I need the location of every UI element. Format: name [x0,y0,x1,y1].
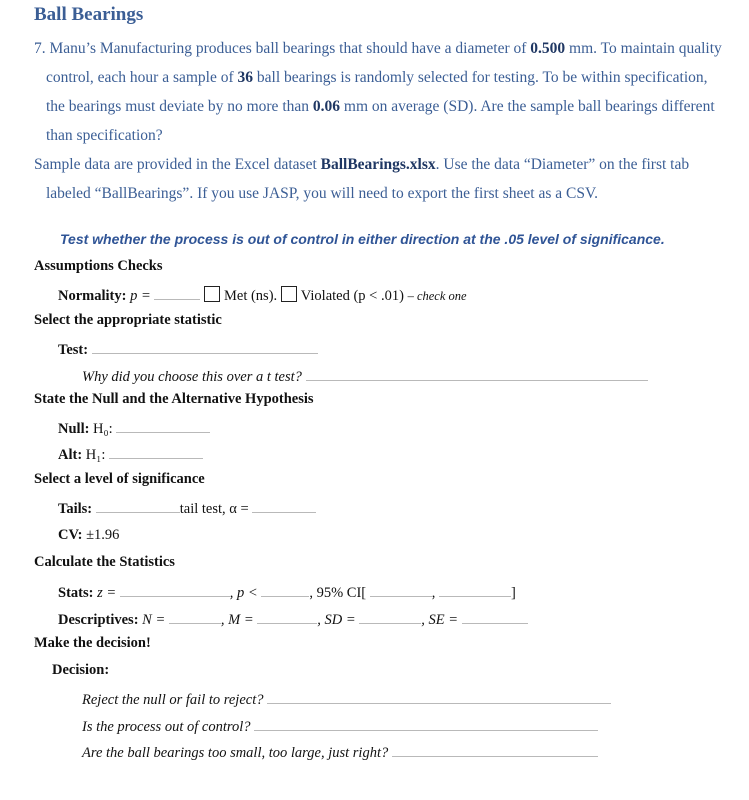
test-label: Test: [58,342,89,358]
sample-size-value: 36 [237,69,254,86]
why-field[interactable] [306,366,648,381]
reject-question: Reject the null or fail to reject? [82,692,264,708]
p-label: , p < [229,585,258,601]
alt-h1: H₁: [85,447,106,463]
tails-field[interactable] [96,498,180,513]
n-field[interactable] [169,609,221,624]
hypothesis-heading: State the Null and the Alternative Hypothesis [34,391,314,407]
ci-label: , 95% CI[ [309,585,367,601]
stats-label: Stats: [58,585,94,601]
tails-label: Tails: [58,501,93,517]
problem-statement [34,34,724,150]
why-label: Why did you choose this over a t test? [82,369,302,385]
alpha-field[interactable] [252,498,316,513]
page-title: Ball Bearings [34,4,144,25]
z-field[interactable] [120,582,230,597]
cv-value: ±1.96 [86,527,120,543]
size-field[interactable] [392,742,598,757]
normality-p-field[interactable] [154,285,200,300]
statistic-heading: Select the appropriate statistic [34,312,222,328]
descriptives-label: Descriptives: [58,612,139,628]
n-label: N = [142,612,166,628]
met-checkbox[interactable] [204,286,220,302]
met-label: Met (ns). [224,288,278,304]
sd-value: 0.06 [312,98,341,115]
sd-label: , SD = [317,612,356,628]
normality-row [58,285,467,305]
null-h0: H₀: [93,421,113,437]
violated-label: Violated (p < .01) [300,288,404,304]
alt-field[interactable] [109,444,203,459]
decision-heading: Make the decision! [34,635,151,651]
se-label: , SE = [421,612,459,628]
normality-label: Normality: [58,288,127,304]
problem-text-b: mm. To maintain quality control, each hour a sample of [46,40,722,86]
size-row [82,742,598,762]
alt-label: Alt: [58,447,83,463]
check-one-note: – check one [407,289,467,303]
assumptions-heading: Assumptions Checks [34,258,163,274]
problem-text-a: Manu’s Manufacturing produces ball bearings that should have a diameter of [49,40,527,57]
m-label: , M = [220,612,254,628]
tails-row [58,498,316,518]
ci-upper-field[interactable] [439,582,511,597]
control-field[interactable] [254,716,598,731]
stats-row [58,582,516,602]
control-row [82,716,598,736]
problem-text-c: ball bearings is randomly selected for testing. To be within specification, the bearings must deviate by no more than [46,69,708,115]
ci-comma: , [431,585,436,601]
ci-close: ] [510,585,516,601]
problem-number: 7. [34,40,46,57]
cv-label: CV: [58,527,83,543]
z-label: z = [97,585,117,601]
normality-p-label: p = [130,288,151,304]
ci-lower-field[interactable] [370,582,432,597]
decision-label: Decision: [52,662,110,678]
control-question: Is the process out of control? [82,719,251,735]
descriptives-row [58,609,528,629]
null-label: Null: [58,421,90,437]
null-row [58,418,210,438]
cv-row [58,527,119,544]
test-field[interactable] [92,339,318,354]
tail-test-text: tail test, α = [179,501,249,517]
size-question: Are the ball bearings too small, too large, just right? [82,745,389,761]
m-field[interactable] [257,609,317,624]
stats-heading: Calculate the Statistics [34,554,175,570]
reject-field[interactable] [267,689,611,704]
problem-text-d: mm on average (SD). Are the sample ball bearings different than specification? [46,98,715,144]
sd-field[interactable] [359,609,421,624]
sample-note [34,150,724,208]
sample-text-b: . Use the data “Diameter” on the first tab labeled “BallBearings”. If you use JASP, you will need to export the first sheet as a CSV. [46,156,690,202]
significance-heading: Select a level of significance [34,471,205,487]
null-field[interactable] [116,418,210,433]
p-field[interactable] [261,582,309,597]
dataset-name: BallBearings.xlsx [320,156,436,173]
alt-row [58,444,203,464]
why-row [82,366,648,386]
test-row [58,339,318,359]
reject-row [82,689,611,709]
task-instruction: Test whether the process is out of control in either direction at the .05 level of significance. [60,231,665,247]
se-field[interactable] [462,609,528,624]
violated-checkbox[interactable] [281,286,297,302]
sample-text-a: Sample data are provided in the Excel dataset [34,156,317,173]
diameter-value: 0.500 [530,40,566,57]
